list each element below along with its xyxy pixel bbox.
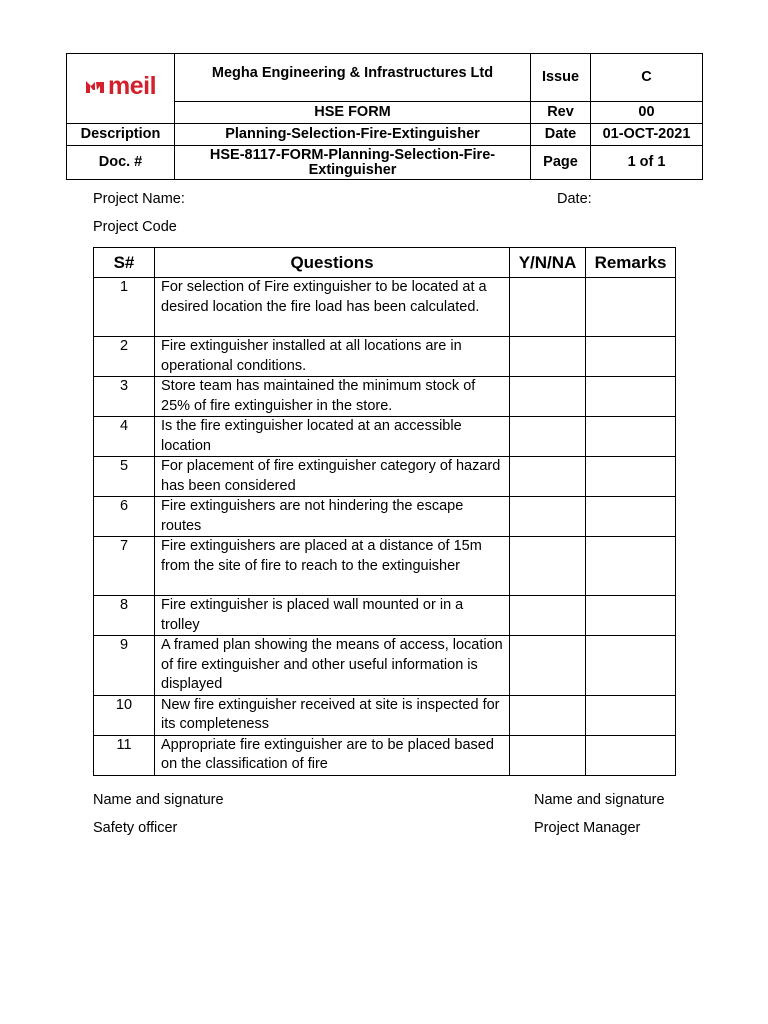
row-number: 11 (94, 735, 155, 775)
table-row (94, 636, 676, 696)
project-manager-role: Project Manager (534, 820, 641, 836)
row-number: 8 (94, 596, 155, 636)
row-yn-cell (510, 596, 586, 636)
row-question: A framed plan showing the means of access, location of fire extinguisher and other useful information is displayed (155, 636, 510, 696)
rev-value: 00 (591, 102, 703, 124)
logo-cell (67, 54, 175, 124)
project-name-label: Project Name: (93, 191, 185, 207)
row-yn-cell (510, 537, 586, 596)
row-remarks-cell (586, 278, 676, 337)
col-header-yn: Y/N/NA (510, 248, 586, 278)
logo-text: meil (107, 72, 157, 100)
description-label: Description (67, 124, 175, 146)
row-remarks-cell (586, 735, 676, 775)
table-row (94, 537, 676, 596)
row-question: For selection of Fire extinguisher to be located at a desired location the fire load has been calculated. (155, 278, 510, 337)
row-remarks-cell (586, 636, 676, 696)
issue-value: C (591, 54, 703, 102)
row-yn-cell (510, 497, 586, 537)
row-question: Fire extinguishers are placed at a distance of 15m from the site of fire to reach to the extinguisher (155, 537, 510, 596)
table-row (94, 337, 676, 377)
row-question: New fire extinguisher received at site is inspected for its completeness (155, 695, 510, 735)
row-yn-cell (510, 457, 586, 497)
row-question: Fire extinguisher is placed wall mounted or in a trolley (155, 596, 510, 636)
row-yn-cell (510, 278, 586, 337)
row-question: For placement of fire extinguisher category of hazard has been considered (155, 457, 510, 497)
date-field-label: Date: (557, 191, 592, 207)
doc-value: HSE-8117-FORM-Planning-Selection-Fire-Extinguisher (175, 146, 531, 180)
table-row (94, 695, 676, 735)
company-name: Megha Engineering & Infrastructures Ltd (175, 54, 531, 102)
date-label: Date (531, 124, 591, 146)
table-row (94, 596, 676, 636)
table-row (94, 377, 676, 417)
row-yn-cell (510, 735, 586, 775)
row-number: 2 (94, 337, 155, 377)
row-remarks-cell (586, 695, 676, 735)
doc-label: Doc. # (67, 146, 175, 180)
form-type: HSE FORM (175, 102, 531, 124)
row-number: 7 (94, 537, 155, 596)
issue-label: Issue (531, 54, 591, 102)
row-yn-cell (510, 636, 586, 696)
description-value: Planning-Selection-Fire-Extinguisher (175, 124, 531, 146)
row-question: Store team has maintained the minimum stock of 25% of fire extinguisher in the store. (155, 377, 510, 417)
row-number: 5 (94, 457, 155, 497)
date-value: 01-OCT-2021 (591, 124, 703, 146)
row-remarks-cell (586, 377, 676, 417)
row-number: 6 (94, 497, 155, 537)
page-label: Page (531, 146, 591, 180)
page-value: 1 of 1 (591, 146, 703, 180)
row-remarks-cell (586, 537, 676, 596)
table-row (94, 457, 676, 497)
row-number: 10 (94, 695, 155, 735)
row-number: 9 (94, 636, 155, 696)
table-row (94, 417, 676, 457)
meil-logo-icon (85, 78, 105, 96)
col-header-questions: Questions (155, 248, 510, 278)
checklist-table (93, 247, 676, 776)
row-yn-cell (510, 417, 586, 457)
company-logo (85, 72, 157, 100)
row-number: 3 (94, 377, 155, 417)
row-question: Appropriate fire extinguisher are to be placed based on the classification of fire (155, 735, 510, 775)
safety-officer-role: Safety officer (93, 820, 178, 836)
row-remarks-cell (586, 337, 676, 377)
table-header-row (94, 248, 676, 278)
document-header (66, 53, 703, 180)
table-row (94, 497, 676, 537)
table-row (94, 278, 676, 337)
safety-officer-signature-label: Name and signature (93, 792, 224, 808)
row-number: 4 (94, 417, 155, 457)
project-code-label: Project Code (93, 219, 177, 235)
row-remarks-cell (586, 457, 676, 497)
project-manager-signature-label: Name and signature (534, 792, 665, 808)
row-remarks-cell (586, 596, 676, 636)
col-header-remarks: Remarks (586, 248, 676, 278)
row-question: Is the fire extinguisher located at an accessible location (155, 417, 510, 457)
rev-label: Rev (531, 102, 591, 124)
row-number: 1 (94, 278, 155, 337)
row-question: Fire extinguishers are not hindering the escape routes (155, 497, 510, 537)
table-row (94, 735, 676, 775)
col-header-sno: S# (94, 248, 155, 278)
row-yn-cell (510, 337, 586, 377)
row-remarks-cell (586, 497, 676, 537)
row-remarks-cell (586, 417, 676, 457)
row-yn-cell (510, 377, 586, 417)
row-yn-cell (510, 695, 586, 735)
row-question: Fire extinguisher installed at all locations are in operational conditions. (155, 337, 510, 377)
